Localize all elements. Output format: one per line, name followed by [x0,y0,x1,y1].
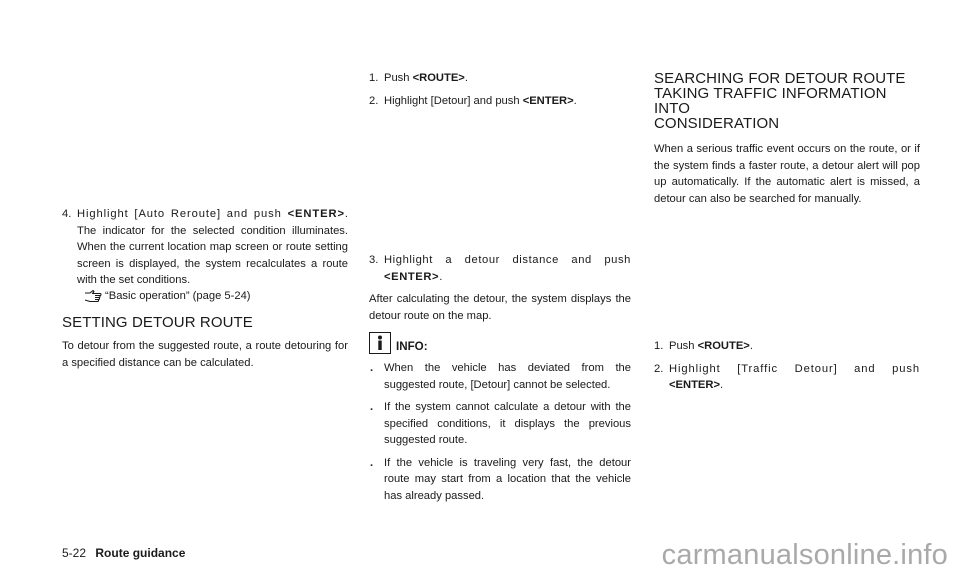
section-heading: SEARCHING FOR DETOUR ROUTE TAKING TRAFFIC INFORMATION INTO CONSIDERATION [654,70,906,132]
column-2 [369,70,631,510]
step-2: 2. Highlight [Detour] and push <ENTER>. [369,94,577,107]
info-icon [369,332,391,354]
section-name: Route guidance [95,546,186,560]
step-3: 3. Highlight a detour distance and push <ENTER>. [369,254,631,283]
step-number: 4. [62,208,72,220]
section-heading: SETTING DETOUR ROUTE [62,314,253,331]
page-footer [62,546,185,560]
info-heading [369,332,631,354]
step-2: 2. Highlight [Traffic Detour] and push <ENTER>. [654,362,920,391]
body-paragraph: To detour from the suggested route, a route detouring for a specified distance can be calculated. [62,340,348,369]
body-paragraph: When a serious traffic event occurs on the route, or if the system finds a faster route, a detour alert will pop up automatically. If the automatic alert is missed, a detour can also be searched for manually. [654,143,920,205]
info-bullet: . When the vehicle has deviated from the suggested route, [Detour] cannot be selected. [370,362,631,391]
xref-text: “Basic operation” (page 5-24) [105,289,251,302]
info-bullet: . If the system cannot calculate a detour with the specified conditions, it displays the previous suggested route. [370,401,631,446]
info-bullet: . If the vehicle is traveling very fast, the detour route may start from a location that the vehicle has already passed. [370,456,631,502]
watermark: carmanualsonline.info [661,539,948,571]
column-3 [654,71,920,400]
step-1: 1. Push <ROUTE>. [369,72,468,84]
info-label: INFO: [396,340,428,353]
reference-hand-icon [84,289,102,303]
body-paragraph: After calculating the detour, the system displays the detour route on the map. [369,293,631,322]
column-1 [62,206,348,371]
page-number: 5-22 [62,546,87,560]
step-1: 1. Push <ROUTE>. [654,340,753,352]
cross-reference [62,288,348,305]
step-4: 4. Highlight [Auto Reroute] and push <ENTER>. The indicator for the selected condition illuminates. When the current location map screen or route setting screen is displayed, the system recalculates a route with the set conditions. [62,208,348,286]
